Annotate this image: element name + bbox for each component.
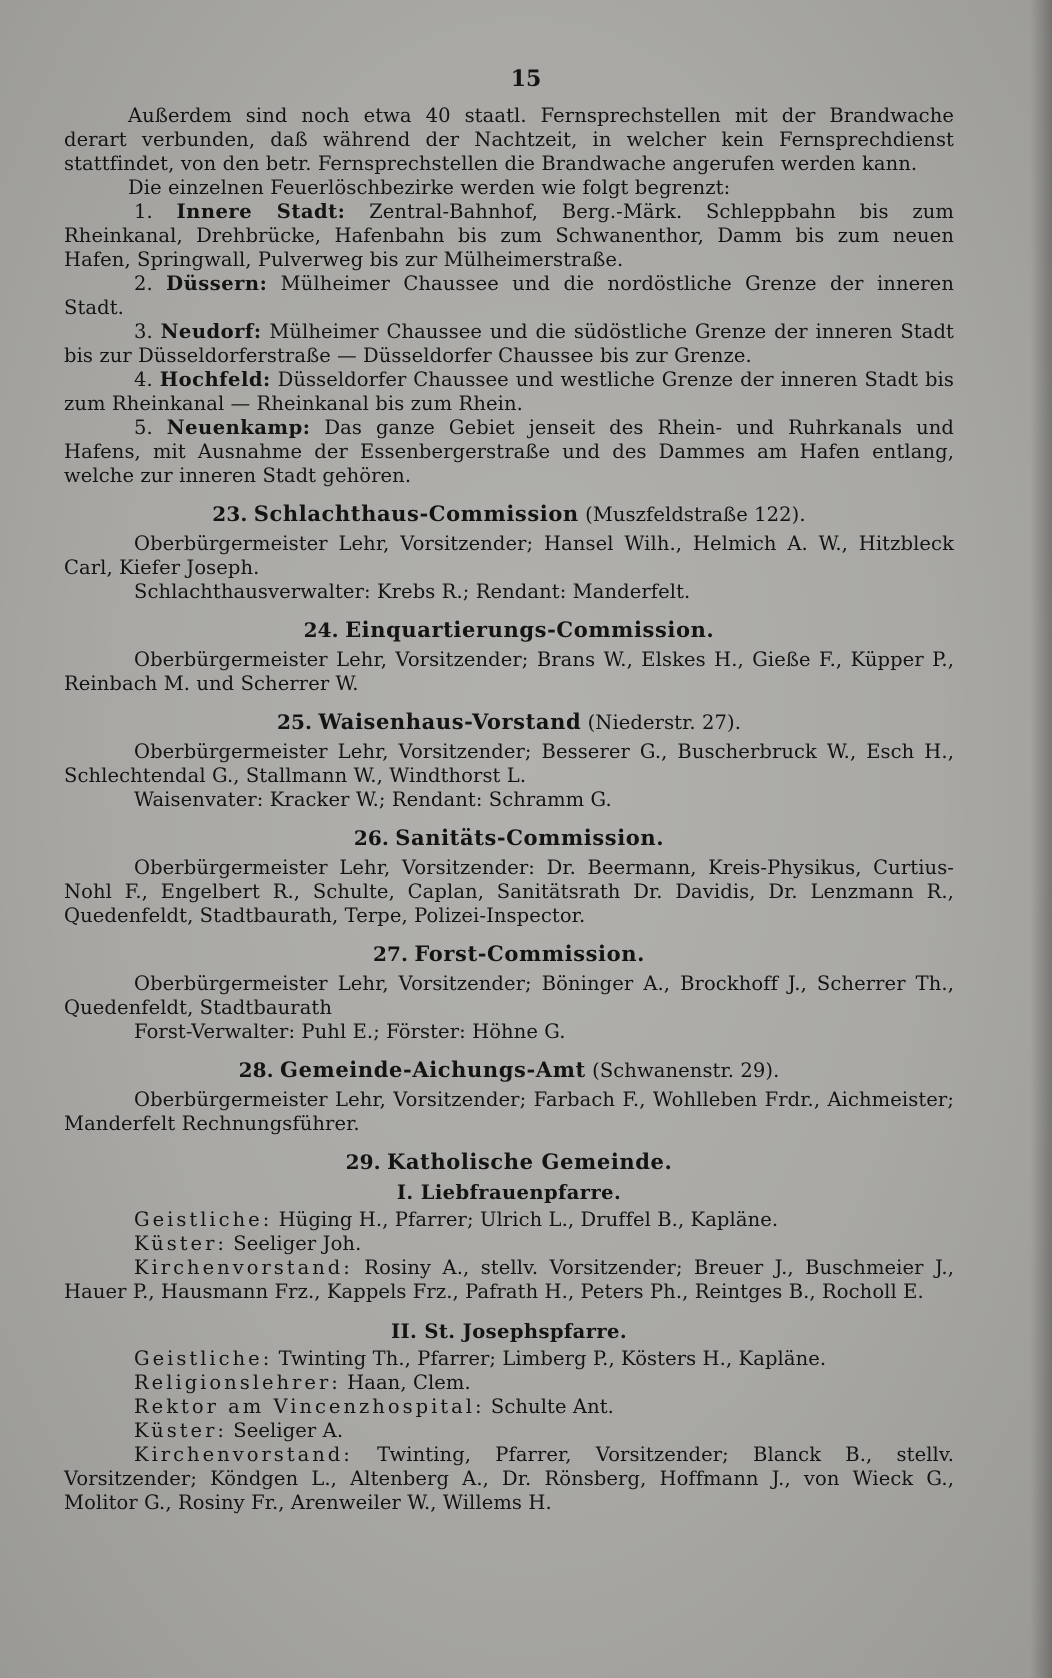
section-number: 25. (276, 710, 313, 734)
section-name: Waisenhaus-Vorstand (318, 709, 582, 734)
district-number: 3. (134, 320, 153, 343)
role-label: Geistliche: (134, 1208, 273, 1231)
parish-1-clergy (64, 1208, 954, 1232)
section-23-title (64, 502, 954, 527)
section-25-members: Oberbürgermeister Lehr, Vorsitzender; Besserer G., Buscherbruck W., Esch H., Schlechtendal G., Stallmann W., Windthorst L. (64, 740, 954, 787)
role-label: Kirchenvorstand: (134, 1443, 353, 1466)
section-name: Katholische Gemeinde. (387, 1149, 673, 1174)
section-26-title (64, 826, 954, 851)
section-29-title (64, 1150, 954, 1175)
role-label: Kirchenvorstand: (134, 1256, 353, 1279)
district-text: Mülheimer Chaussee und die nordöstliche Grenze der inneren Stadt. (64, 272, 954, 319)
section-26-members: Oberbürgermeister Lehr, Vorsitzender: Dr. Beermann, Kreis-Physikus, Curtius-Nohl F., Engelbert R., Schulte, Caplan, Sanitätsrath Dr. Davidis, Dr. Lenzmann R., Quedenfeldt, Stadtbaurath, Terpe, Polizei-Inspector. (64, 856, 954, 927)
role-names: Twinting Th., Pfarrer; Limberg P., Kösters H., Kapläne. (278, 1347, 827, 1370)
section-address: (Schwanenstr. 29). (592, 1059, 780, 1082)
district-text: Mülheimer Chaussee und die südöstliche Grenze der inneren Stadt bis zur Düsseldorferstraße — Düsseldorfer Chaussee bis zur Grenze. (64, 320, 954, 367)
section-address: (Muszfeldstraße 122). (585, 503, 806, 526)
intro-paragraph-1: Außerdem sind noch etwa 40 staatl. Fernsprechstellen mit der Brandwache derart verbunden, daß während der Nachtzeit, in welcher kein Fernsprechdienst stattfindet, von den betr. Fernsprechstellen die Brandwache angerufen werden kann. (64, 104, 954, 175)
role-names: Twinting, Pfarrer, Vorsitzender; Blanck B., stellv. Vorsitzender; Köndgen L., Altenberg A., Dr. Rönsberg, Hoffmann J., von Wieck G., Molitor G., Rosiny Fr., Arenweiler W., Willems H. (64, 1443, 954, 1514)
district-name: Düssern: (166, 272, 268, 295)
district-5 (64, 416, 954, 488)
parish-2-title: II. St. Josephspfarre. (390, 1320, 628, 1343)
section-name: Einquartierungs-Commission. (345, 617, 715, 642)
parish-2-hospital-rector (64, 1395, 954, 1419)
role-label: Geistliche: (134, 1347, 273, 1370)
district-4 (64, 368, 954, 416)
parish-1-title: I. Liebfrauenpfarre. (396, 1181, 622, 1204)
section-23-officials: Schlachthausverwalter: Krebs R.; Rendant: Manderfelt. (134, 580, 691, 603)
district-name: Innere Stadt: (176, 200, 346, 223)
section-25-officials: Waisenvater: Kracker W.; Rendant: Schramm G. (134, 788, 612, 811)
section-27-officials: Forst-Verwalter: Puhl E.; Förster: Höhne G. (134, 1020, 566, 1043)
district-number: 1. (134, 200, 153, 223)
role-names: Haan, Clem. (347, 1371, 471, 1394)
parish-2-religion-teacher (64, 1371, 954, 1395)
role-names: Seeliger Joh. (233, 1232, 362, 1255)
section-27-title (64, 942, 954, 967)
district-name: Neudorf: (160, 320, 262, 343)
role-names: Seeliger A. (233, 1419, 344, 1442)
page-number: 15 (510, 66, 542, 92)
section-number: 28. (238, 1058, 274, 1082)
district-3 (64, 320, 954, 368)
section-23-members: Oberbürgermeister Lehr, Vorsitzender; Hansel Wilh., Helmich A. W., Hitzbleck Carl, Kiefer Joseph. (64, 532, 954, 579)
parish-1-church-board (64, 1256, 954, 1304)
section-27-members: Oberbürgermeister Lehr, Vorsitzender; Böninger A., Brockhoff J., Scherrer Th., Quedenfeldt, Stadtbaurath (64, 972, 954, 1019)
district-text: Zentral-Bahnhof, Berg.-Märk. Schleppbahn bis zum Rheinkanal, Drehbrücke, Hafenbahn bis zum Schwanenthor, Damm bis zum neuen Hafen, Springwall, Pulverweg bis zur Mülheimerstraße. (64, 200, 954, 271)
role-label: Rektor am Vincenzhospital: (134, 1395, 485, 1418)
role-names: Hüging H., Pfarrer; Ulrich L., Druffel B., Kapläne. (278, 1208, 779, 1231)
section-28-title (64, 1058, 954, 1083)
role-label: Küster: (134, 1419, 227, 1442)
parish-2-sexton (64, 1419, 954, 1443)
section-name: Sanitäts-Commission. (395, 825, 665, 850)
role-label: Küster: (134, 1232, 227, 1255)
district-1 (64, 200, 954, 272)
district-name: Neuenkamp: (166, 416, 311, 439)
parish-2-clergy (64, 1347, 954, 1371)
section-24-title (64, 618, 954, 643)
role-names: Schulte Ant. (490, 1395, 614, 1418)
section-24-members: Oberbürgermeister Lehr, Vorsitzender; Brans W., Elskes H., Gieße F., Küpper P., Reinbach M. und Scherrer W. (64, 648, 954, 695)
role-names: Rosiny A., stellv. Vorsitzender; Breuer J., Buschmeier J., Hauer P., Hausmann Frz., Kappels Frz., Pafrath H., Peters Ph., Reintges B., Rocholl E. (64, 1256, 954, 1303)
role-label: Religionslehrer: (134, 1371, 341, 1394)
section-number: 27. (372, 942, 409, 966)
section-address: (Niederstr. 27). (587, 711, 742, 734)
district-2 (64, 272, 954, 320)
district-text: Düsseldorfer Chaussee und westliche Grenze der inneren Stadt bis zum Rheinkanal — Rheinkanal bis zum Rhein. (64, 368, 954, 415)
section-name: Schlachthaus-Commission (253, 501, 579, 526)
district-number: 5. (134, 416, 153, 439)
section-number: 24. (303, 618, 339, 642)
page-content (64, 104, 954, 1515)
district-name: Hochfeld: (159, 368, 271, 391)
section-name: Forst-Commission. (414, 941, 646, 966)
section-number: 23. (212, 502, 248, 526)
section-28-members: Oberbürgermeister Lehr, Vorsitzender; Farbach F., Wohlleben Frdr., Aichmeister; Manderfelt Rechnungsführer. (64, 1088, 954, 1135)
district-number: 4. (134, 368, 153, 391)
section-number: 29. (345, 1150, 381, 1174)
section-25-title (64, 710, 954, 735)
parish-1-sexton (64, 1232, 954, 1256)
parish-2-church-board (64, 1443, 954, 1515)
section-number: 26. (353, 826, 389, 850)
intro-paragraph-2: Die einzelnen Feuerlöschbezirke werden wie folgt begrenzt: (128, 176, 731, 199)
page-edge-shadow (1030, 0, 1052, 1678)
section-name: Gemeinde-Aichungs-Amt (280, 1057, 586, 1082)
district-text: Das ganze Gebiet jenseit des Rhein- und Ruhrkanals und Hafens, mit Ausnahme der Essenbergerstraße und des Dammes am Hafen entlang, welche zur inneren Stadt gehören. (64, 416, 954, 487)
district-number: 2. (134, 272, 153, 295)
